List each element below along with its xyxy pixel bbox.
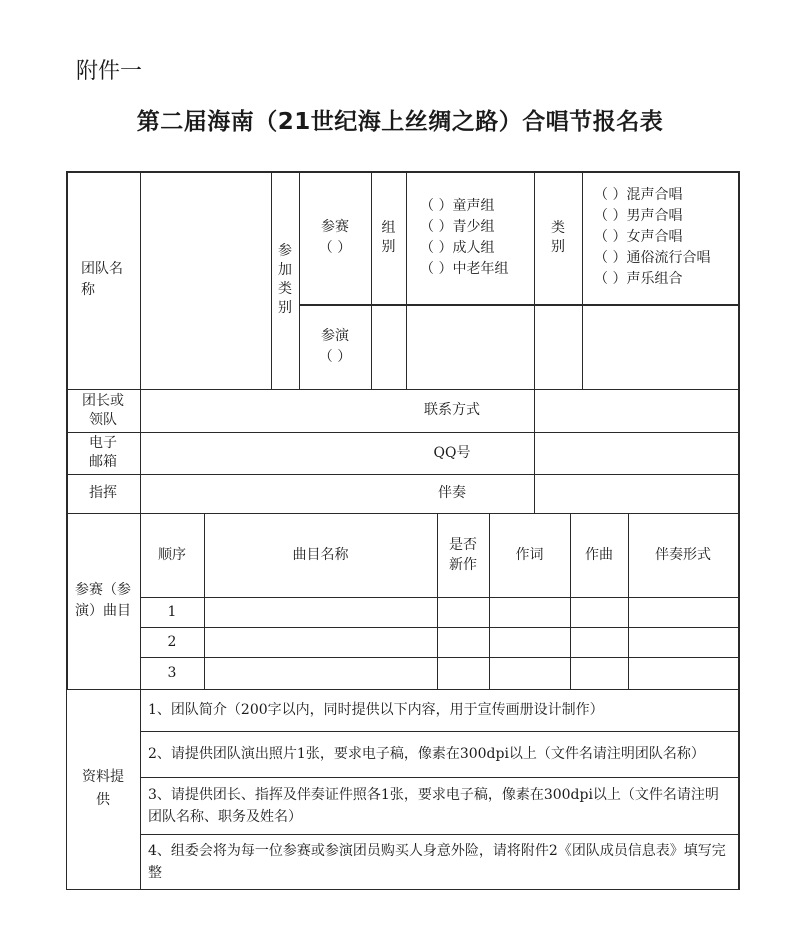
table-right-border bbox=[738, 171, 740, 889]
col-accompaniment: 伴奏形式 bbox=[655, 546, 711, 563]
row-number: 1 bbox=[167, 603, 177, 620]
team-name-label: 团队名称 bbox=[81, 261, 123, 298]
col-new-work-cell bbox=[437, 513, 489, 597]
qq-label: QQ号 bbox=[433, 444, 471, 461]
compete-label: 参赛 bbox=[321, 218, 349, 235]
perform-label: 参演 bbox=[321, 327, 349, 344]
group-option-senior[interactable]: （ ）中老年组 bbox=[420, 260, 509, 277]
category-option-female[interactable]: （ ）女声合唱 bbox=[594, 229, 683, 245]
accompanist-label: 伴奏 bbox=[438, 485, 466, 501]
grid-line bbox=[140, 627, 740, 628]
category-label: 类别 bbox=[551, 219, 565, 255]
group-label-cell bbox=[371, 171, 406, 304]
conductor-input[interactable] bbox=[140, 474, 370, 513]
materials-item-1: 1、团队简介（200字以内，同时提供以下内容，用于宣传画册设计制作） bbox=[148, 702, 604, 718]
form-title: 第二届海南（21世纪海上丝绸之路）合唱节报名表 bbox=[136, 109, 664, 135]
materials-item-4: 4、组委会将为每一位参赛或参演团员购买人身意外险，请将附件2《团队成员信息表》填写完整 bbox=[148, 842, 726, 881]
category-label-cell bbox=[534, 171, 582, 304]
conductor-label: 指挥 bbox=[89, 485, 117, 501]
group-option-children[interactable]: （ ）童声组 bbox=[420, 197, 495, 214]
col-composer: 作曲 bbox=[585, 546, 613, 563]
leader-label: 团长或领队 bbox=[82, 392, 124, 428]
group-label: 组别 bbox=[381, 219, 396, 255]
qq-input[interactable] bbox=[534, 432, 738, 474]
row-number: 3 bbox=[167, 664, 177, 681]
compete-cell[interactable] bbox=[299, 171, 371, 304]
contact-label: 联系方式 bbox=[424, 402, 480, 418]
contact-input[interactable] bbox=[534, 389, 738, 432]
leader-input[interactable] bbox=[140, 389, 370, 432]
col-song-title: 曲目名称 bbox=[292, 546, 349, 563]
participation-type-label: 参加类别 bbox=[278, 243, 292, 316]
leader-label-cell bbox=[66, 389, 140, 432]
attachment-label: 附件一 bbox=[76, 59, 143, 84]
participation-type-cell bbox=[271, 171, 299, 389]
repertoire-label: 参赛（参演）曲目 bbox=[75, 582, 131, 619]
category-options bbox=[582, 171, 738, 304]
materials-item-3: 3、请提供团长、指挥及伴奏证件照各1张，要求电子稿，像素在300dpi以上（文件名请注明团队名称、职务及姓名） bbox=[148, 786, 719, 825]
team-name-label-cell bbox=[66, 171, 140, 389]
team-name-input[interactable] bbox=[140, 171, 271, 389]
materials-item-2: 2、请提供团队演出照片1张，要求电子稿，像素在300dpi以上（文件名请注明团队名称） bbox=[148, 746, 705, 762]
col-lyricist: 作词 bbox=[515, 546, 544, 563]
group-options bbox=[406, 171, 534, 304]
category-option-pop[interactable]: （ ）通俗流行合唱 bbox=[594, 250, 711, 266]
category-option-male[interactable]: （ ）男声合唱 bbox=[594, 208, 683, 224]
compete-checkbox[interactable]: （ ） bbox=[318, 239, 352, 256]
email-label-cell bbox=[66, 432, 140, 474]
repertoire-label-cell bbox=[66, 513, 140, 689]
perform-checkbox[interactable]: （ ） bbox=[318, 348, 352, 365]
grid-line bbox=[140, 657, 740, 658]
category-option-vocal-ensemble[interactable]: （ ）声乐组合 bbox=[594, 271, 683, 287]
row-number: 2 bbox=[167, 633, 177, 650]
col-order: 顺序 bbox=[158, 546, 186, 563]
table-bottom-border bbox=[66, 889, 740, 890]
email-input[interactable] bbox=[140, 432, 370, 474]
materials-label: 资料提供 bbox=[82, 769, 124, 808]
group-option-youth[interactable]: （ ）青少组 bbox=[420, 218, 495, 235]
materials-label-cell bbox=[66, 689, 140, 889]
accompanist-input[interactable] bbox=[534, 474, 738, 513]
perform-cell[interactable] bbox=[299, 304, 371, 389]
group-option-adult[interactable]: （ ）成人组 bbox=[420, 239, 495, 256]
grid-line bbox=[140, 597, 740, 598]
category-option-mixed[interactable]: （ ）混声合唱 bbox=[594, 187, 683, 203]
col-new-work: 是否新作 bbox=[449, 537, 477, 573]
email-label: 电子邮箱 bbox=[89, 435, 117, 470]
